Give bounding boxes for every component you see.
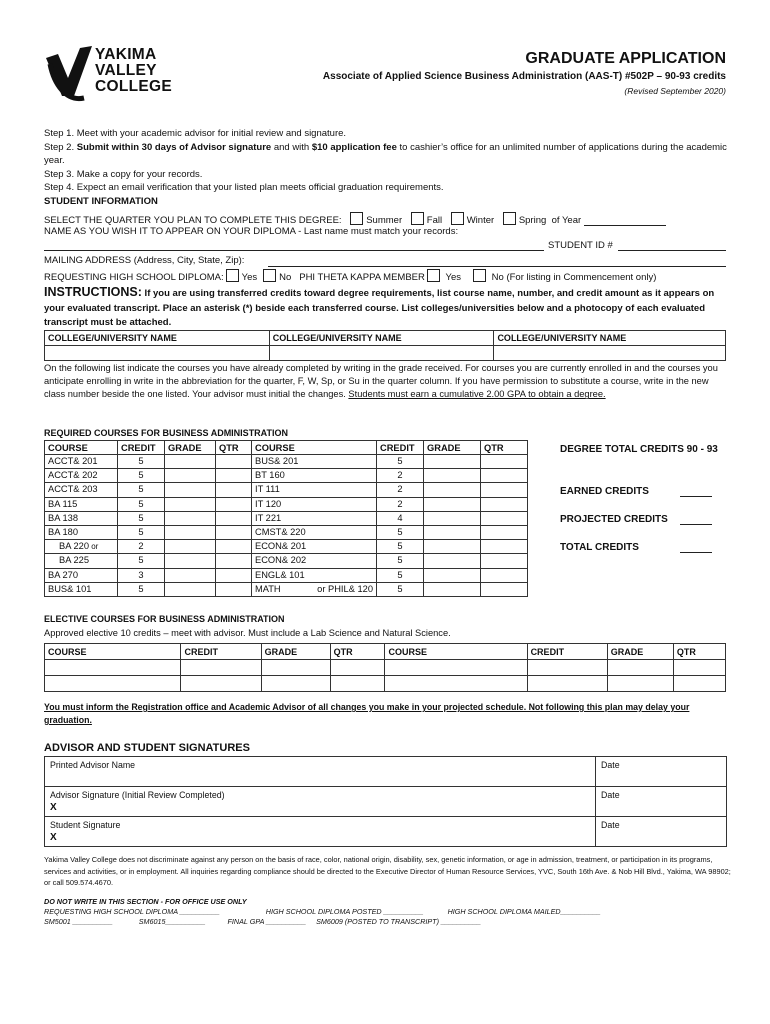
course-name: BA 225 [45, 554, 118, 568]
elective-row [45, 660, 726, 676]
revision-date: (Revised September 2020) [624, 86, 726, 96]
qtr-field[interactable] [481, 568, 528, 582]
qtr-field[interactable] [216, 469, 252, 483]
earned-credits-label: EARNED CREDITS [560, 486, 649, 497]
qtr-field[interactable] [216, 455, 252, 469]
diploma-ptk-row [44, 269, 729, 283]
student-id-field[interactable] [618, 238, 726, 251]
program-subtitle: Associate of Applied Science Business Administration (AAS-T) #502P – 90-93 credits [322, 71, 726, 82]
grade-field[interactable] [165, 554, 216, 568]
fall-checkbox[interactable] [411, 212, 424, 225]
office-hs-posted: HIGH SCHOOL DIPLOMA POSTED __________ [265, 907, 424, 916]
grade-field[interactable] [424, 582, 481, 596]
elective-cell[interactable] [45, 676, 181, 692]
qtr-field[interactable] [481, 582, 528, 596]
step-4: Step 4. Expect an email verification that your listed plan meets official graduation requirements. [44, 182, 444, 194]
step-2-bold-b: $10 application fee [311, 141, 397, 153]
grade-field[interactable] [165, 526, 216, 540]
student-signature-date-field[interactable] [596, 817, 727, 847]
course-name: BT 160 [252, 469, 377, 483]
steps-list [44, 127, 734, 209]
grade-field[interactable] [165, 540, 216, 554]
elective-cell[interactable] [527, 676, 607, 692]
summer-checkbox[interactable] [350, 212, 363, 225]
course-credit: 5 [118, 554, 165, 568]
course-name: CMST& 220 [252, 526, 377, 540]
table-row [45, 455, 528, 469]
grade-field[interactable] [424, 497, 481, 511]
step-2 [44, 141, 734, 168]
course-credit: 5 [118, 497, 165, 511]
note-text: On the following list indicate the courses you have already completed by writing in the grade received. For courses you are currently enrolled in and the courses you anticipate enrolling in write in the abbreviation for the quarter, F, W, Sp, or Su in the quarter column. If you have permission to substitute a course, write in the new class number beside the one listed. Your advisor must initial the changes. [44, 363, 718, 400]
elective-courses-heading: ELECTIVE COURSES FOR BUSINESS ADMINISTRATION [44, 614, 285, 624]
table-row [45, 540, 528, 554]
course-credit: 5 [118, 483, 165, 497]
course-name: ECON& 201 [252, 540, 377, 554]
grade-field[interactable] [165, 511, 216, 525]
course-credit: 5 [118, 526, 165, 540]
college-header-1: COLLEGE/UNIVERSITY NAME [45, 331, 270, 346]
fall-label: Fall [426, 215, 443, 226]
schedule-warning: You must inform the Registration office and Academic Advisor of all changes you make in your projected schedule. Not following this plan may delay your graduation. [44, 702, 690, 725]
course-name: ECON& 202 [252, 554, 377, 568]
qtr-field[interactable] [481, 469, 528, 483]
elective-cell[interactable] [385, 676, 527, 692]
office-sm6009: SM6009 (POSTED TO TRANSCRIPT) __________ [316, 917, 481, 926]
instructions-text: If you are using transferred credits toward degree requirements, list course name, number, and credit amount as it appears on your evaluated transcript. Place an asterisk (*) beside each transferred course. List colleges/universities below and a photocopy of each evaluated transcript must be attached. [44, 288, 715, 328]
course-credit: 5 [377, 568, 424, 582]
ptk-no-checkbox[interactable] [473, 269, 486, 282]
college-logo-mark-icon [44, 44, 94, 104]
course-name: BUS& 201 [252, 455, 377, 469]
course-credit: 5 [377, 540, 424, 554]
student-signature-label: Student Signature [50, 820, 121, 830]
winter-label: Winter [466, 215, 495, 226]
signatures-table [44, 756, 727, 847]
ptk-yes-checkbox[interactable] [427, 269, 440, 282]
hs-yes-label: Yes [241, 272, 258, 283]
hs-yes-checkbox[interactable] [226, 269, 239, 282]
req-header-credit: CREDIT [118, 441, 165, 455]
advisor-signature-x: X [50, 802, 57, 813]
grade-field[interactable] [165, 469, 216, 483]
course-credit: 3 [118, 568, 165, 582]
college-header-3: COLLEGE/UNIVERSITY NAME [494, 331, 726, 346]
logo-line1: YAKIMA [95, 46, 157, 63]
mailing-address-label: MAILING ADDRESS (Address, City, State, Zip): [44, 255, 245, 266]
advisor-signature-label: Advisor Signature (Initial Review Completed) [50, 790, 225, 800]
office-row-2 [44, 917, 734, 927]
step-2-bold-a: Submit within 30 days of Advisor signature [76, 141, 272, 153]
college-header-2: COLLEGE/UNIVERSITY NAME [269, 331, 494, 346]
projected-credits-label: PROJECTED CREDITS [560, 514, 668, 525]
elec-header-credit: CREDIT [181, 644, 261, 660]
hs-diploma-label: REQUESTING HIGH SCHOOL DIPLOMA: [44, 272, 224, 283]
elective-row [45, 676, 726, 692]
year-label: of Year [551, 215, 582, 226]
req-header-qtr: QTR [216, 441, 252, 455]
projected-credits-field[interactable] [680, 524, 712, 525]
course-credit: 2 [377, 469, 424, 483]
qtr-field[interactable] [216, 568, 252, 582]
office-hs-requested: REQUESTING HIGH SCHOOL DIPLOMA __________ [44, 907, 220, 916]
elec-header-credit-2: CREDIT [527, 644, 607, 660]
date-label-3: Date [601, 820, 620, 830]
req-header-course: COURSE [45, 441, 118, 455]
office-sm6015: SM6015__________ [138, 917, 206, 926]
grade-field[interactable] [424, 554, 481, 568]
advisor-signature-field[interactable] [45, 787, 596, 817]
course-credit: 5 [118, 511, 165, 525]
qtr-field[interactable] [481, 540, 528, 554]
nondiscrimination-statement: Yakima Valley College does not discriminate against any person on the basis of race, color, national origin, disability, sex, genetic information, or age in admission, treatment, or participation in its programs, services and activities, or in employment. All inquiries regarding compliance should be directed to the Executive Director of Human Resource Services, YVC, South 16th Ave. & Nob Hill Blvd., Yakima, WA 98902; or call 509.574.4670. [44, 855, 731, 887]
qtr-field[interactable] [216, 526, 252, 540]
elective-cell[interactable] [45, 660, 181, 676]
qtr-field[interactable] [216, 554, 252, 568]
course-credit: 2 [377, 497, 424, 511]
table-row [45, 469, 528, 483]
office-final-gpa: FINAL GPA __________ [227, 917, 307, 926]
course-credit: 5 [118, 469, 165, 483]
college-field-1[interactable] [45, 346, 270, 361]
printed-advisor-label: Printed Advisor Name [50, 760, 136, 770]
table-row [45, 526, 528, 540]
advisor-signature-date-field[interactable] [596, 787, 727, 817]
elec-header-course: COURSE [45, 644, 181, 660]
grade-field[interactable] [165, 483, 216, 497]
course-credit: 2 [377, 483, 424, 497]
elective-cell[interactable] [673, 660, 725, 676]
elective-cell[interactable] [330, 660, 385, 676]
grade-field[interactable] [424, 526, 481, 540]
qtr-field[interactable] [481, 497, 528, 511]
course-name: BA 220 or [45, 540, 118, 554]
req-header-grade: GRADE [165, 441, 216, 455]
ptk-no-label: No (For listing in Commencement only) [491, 272, 657, 283]
office-row-1 [44, 907, 734, 917]
course-credit: 5 [118, 582, 165, 596]
earned-credits-field[interactable] [680, 496, 712, 497]
elective-cell[interactable] [181, 676, 261, 692]
ptk-label: PHI THETA KAPPA MEMBER [299, 272, 425, 283]
grade-field[interactable] [165, 568, 216, 582]
req-header-course-2: COURSE [252, 441, 377, 455]
course-name: BUS& 101 [45, 582, 118, 596]
course-credit: 5 [118, 455, 165, 469]
total-credits-field[interactable] [680, 552, 712, 553]
grade-field[interactable] [165, 497, 216, 511]
office-use-heading: DO NOT WRITE IN THIS SECTION - FOR OFFICE USE ONLY [44, 897, 247, 906]
qtr-field[interactable] [216, 483, 252, 497]
course-name: ACCT& 202 [45, 469, 118, 483]
date-label-2: Date [601, 790, 620, 800]
instructions [44, 285, 734, 331]
req-header-credit-2: CREDIT [377, 441, 424, 455]
course-name: BA 138 [45, 511, 118, 525]
qtr-field[interactable] [481, 483, 528, 497]
page-title: GRADUATE APPLICATION [525, 50, 726, 67]
signatures-heading: ADVISOR AND STUDENT SIGNATURES [44, 742, 250, 754]
elec-header-grade: GRADE [261, 644, 330, 660]
hs-no-checkbox[interactable] [263, 269, 276, 282]
elective-courses-table [44, 643, 726, 692]
advisor-name-date-field[interactable] [596, 757, 727, 787]
elective-cell[interactable] [607, 660, 673, 676]
instructions-heading: INSTRUCTIONS: [44, 285, 142, 299]
table-row [45, 483, 528, 497]
course-name: BA 115 [45, 497, 118, 511]
alt-course: or PHIL& 120 [317, 583, 373, 594]
elective-cell[interactable] [673, 676, 725, 692]
college-logo-text [95, 47, 172, 95]
printed-advisor-name-field[interactable] [45, 757, 596, 787]
step-1: Step 1. Meet with your academic advisor for initial review and signature. [44, 128, 347, 139]
grade-field[interactable] [424, 511, 481, 525]
diploma-name-label: NAME AS YOU WISH IT TO APPEAR ON YOUR DIPLOMA - Last name must match your records: [44, 226, 459, 237]
qtr-field[interactable] [216, 497, 252, 511]
college-logo [44, 44, 174, 104]
elective-cell[interactable] [330, 676, 385, 692]
course-name: IT 120 [252, 497, 377, 511]
qtr-field[interactable] [481, 554, 528, 568]
degree-total-credits: DEGREE TOTAL CREDITS 90 - 93 [560, 444, 718, 455]
course-name: IT 221 [252, 511, 377, 525]
quarter-row [44, 212, 729, 226]
elective-cell[interactable] [527, 660, 607, 676]
student-info-heading: STUDENT INFORMATION [44, 195, 158, 207]
office-use-section [44, 897, 734, 927]
logo-line3: COLLEGE [95, 78, 173, 95]
qtr-field[interactable] [481, 511, 528, 525]
step-2-rest: to cashier’s office for an unlimited number of applications during the academic year. [44, 141, 727, 167]
or-label: or [88, 542, 99, 552]
elective-cell[interactable] [261, 676, 330, 692]
course-credit: 5 [377, 582, 424, 596]
college-field-3[interactable] [494, 346, 726, 361]
ptk-yes-label: Yes [445, 272, 462, 283]
winter-checkbox[interactable] [451, 212, 464, 225]
spring-label: Spring [518, 215, 547, 226]
diploma-name-field[interactable] [44, 238, 544, 251]
elec-header-qtr-2: QTR [673, 644, 725, 660]
grade-field[interactable] [424, 568, 481, 582]
logo-line2: VALLEY [95, 62, 157, 79]
required-courses-table [44, 440, 528, 597]
grade-field[interactable] [165, 582, 216, 596]
required-courses-heading: REQUIRED COURSES FOR BUSINESS ADMINISTRATION [44, 428, 289, 438]
grade-field[interactable] [424, 455, 481, 469]
table-row [45, 582, 528, 596]
gpa-requirement: Students must earn a cumulative 2.00 GPA to obtain a degree. [348, 389, 606, 400]
qtr-field[interactable] [216, 540, 252, 554]
course-name: ACCT& 201 [45, 455, 118, 469]
course-name: ENGL& 101 [252, 568, 377, 582]
mailing-address-field[interactable] [268, 254, 726, 267]
grade-field[interactable] [424, 540, 481, 554]
course-credit: 5 [377, 455, 424, 469]
course-name: ACCT& 203 [45, 483, 118, 497]
course-name: BA 180 [45, 526, 118, 540]
office-hs-mailed: HIGH SCHOOL DIPLOMA MAILED__________ [447, 907, 601, 916]
elective-courses-note: Approved elective 10 credits – meet with advisor. Must include a Lab Science and Natural Science. [44, 628, 451, 638]
table-row [45, 554, 528, 568]
course-name: BA 270 [45, 568, 118, 582]
student-id-label: STUDENT ID # [548, 240, 613, 251]
course-name: MATH or PHIL& 120 [252, 582, 377, 596]
step-3: Step 3. Make a copy for your records. [44, 168, 203, 180]
course-instructions-note [44, 362, 729, 402]
college-field-2[interactable] [269, 346, 494, 361]
elective-cell[interactable] [181, 660, 261, 676]
course-credit: 4 [377, 511, 424, 525]
course-credit: 2 [118, 540, 165, 554]
req-header-qtr-2: QTR [481, 441, 528, 455]
college-table [44, 330, 726, 361]
step-2-mid: and with [271, 141, 312, 153]
course-name: IT 111 [252, 483, 377, 497]
student-signature-field[interactable] [45, 817, 596, 847]
elec-header-grade-2: GRADE [607, 644, 673, 660]
hs-no-label: No [279, 272, 292, 283]
quarter-label: SELECT THE QUARTER YOU PLAN TO COMPLETE THIS DEGREE: [44, 215, 342, 226]
qtr-field[interactable] [216, 582, 252, 596]
table-row [45, 497, 528, 511]
elec-header-qtr: QTR [330, 644, 385, 660]
qtr-field[interactable] [216, 511, 252, 525]
qtr-field[interactable] [481, 526, 528, 540]
step-2-prefix: Step 2. [44, 141, 77, 153]
grade-field[interactable] [424, 469, 481, 483]
elective-cell[interactable] [607, 676, 673, 692]
spring-checkbox[interactable] [503, 212, 516, 225]
qtr-field[interactable] [481, 455, 528, 469]
grade-field[interactable] [424, 483, 481, 497]
course-credit: 5 [377, 554, 424, 568]
req-header-grade-2: GRADE [424, 441, 481, 455]
office-sm5001: SM5001 __________ [44, 917, 113, 926]
elec-header-course-2: COURSE [385, 644, 527, 660]
course-credit: 5 [377, 526, 424, 540]
table-row [45, 568, 528, 582]
summer-label: Summer [366, 215, 403, 226]
table-row [45, 511, 528, 525]
total-credits-label: TOTAL CREDITS [560, 542, 639, 553]
grade-field[interactable] [165, 455, 216, 469]
student-signature-x: X [50, 832, 57, 843]
date-label-1: Date [601, 760, 620, 770]
elective-cell[interactable] [385, 660, 527, 676]
elective-cell[interactable] [261, 660, 330, 676]
